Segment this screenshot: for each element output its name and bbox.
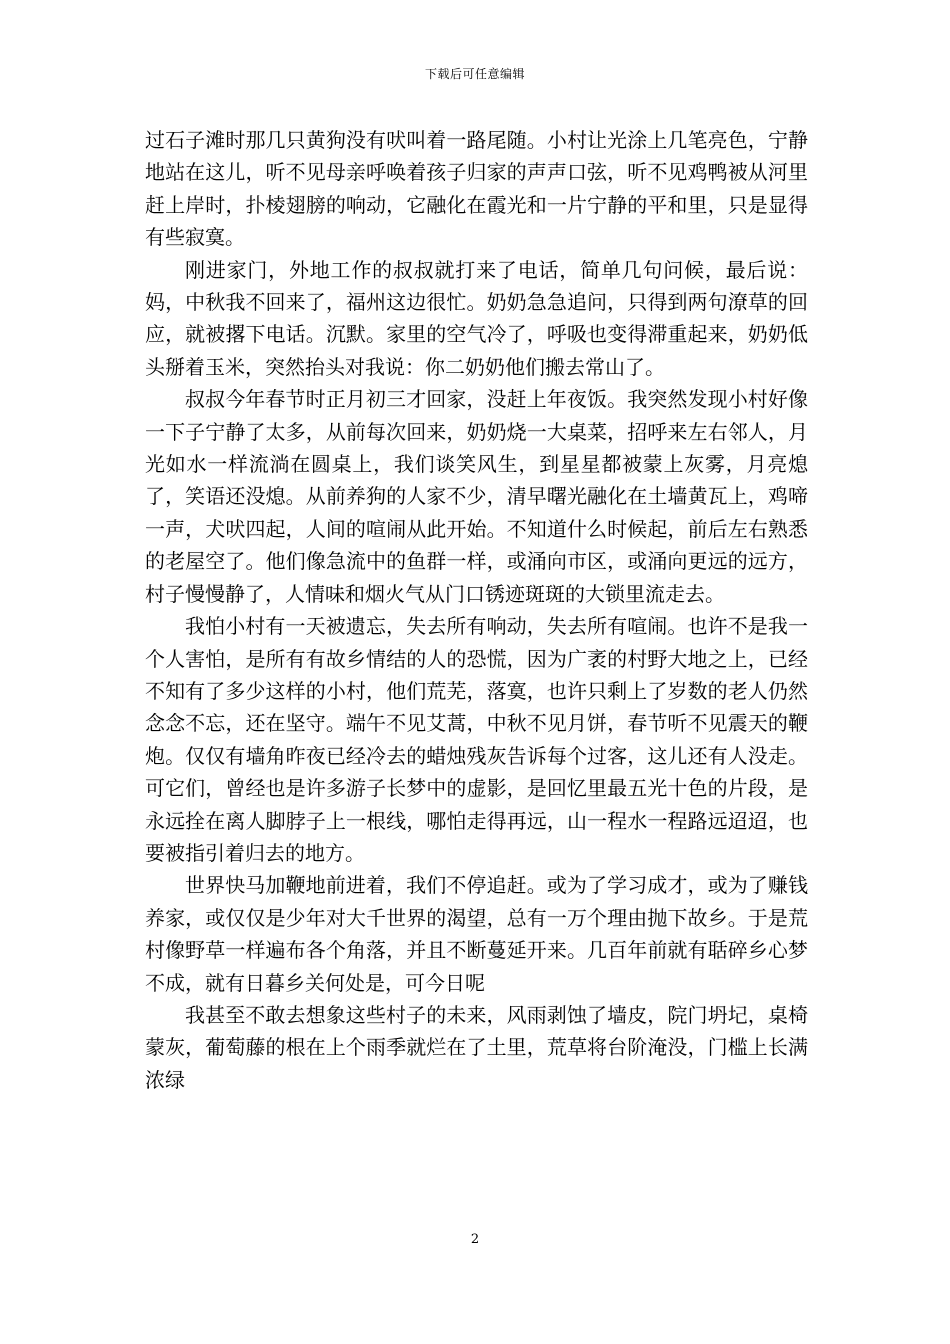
paragraph-6: 我甚至不敢去想象这些村子的未来，风雨剥蚀了墙皮，院门坍圮，桌椅蒙灰，葡萄藤的根在上个雨季就烂在了土里，荒草将台阶淹没，门槛上长满浓绿 bbox=[145, 1002, 808, 1092]
paragraph-2: 刚进家门，外地工作的叔叔就打来了电话，简单几句问候，最后说：妈，中秋我不回来了，福州这边很忙。奶奶急急追问，只得到两句潦草的回应，就被撂下电话。沉默。家里的空气冷了，呼吸也变得滞重起来，奶奶低头掰着玉米，突然抬头对我说：你二奶奶他们搬去常山了。 bbox=[145, 257, 808, 379]
paragraph-4: 我怕小村有一天被遗忘，失去所有响动，失去所有喧闹。也许不是我一个人害怕，是所有有故乡情结的人的恐慌，因为广袤的村野大地之上，已经不知有了多少这样的小村，他们荒芜，落寞，也许只剩上了岁数的老人仍然念念不忘，还在坚守。端午不见艾蒿，中秋不见月饼，春节听不见震天的鞭炮。仅仅有墙角昨夜已经冷去的蜡烛残灰告诉每个过客，这儿还有人没走。可它们，曾经也是许多游子长梦中的虚影，是回忆里最五光十色的片段，是永远拴在离人脚脖子上一根线，哪怕走得再远，山一程水一程路远迢迢，也要被指引着归去的地方。 bbox=[145, 614, 808, 865]
page-number: 2 bbox=[470, 1232, 480, 1247]
document-body bbox=[145, 124, 808, 1096]
paragraph-3: 叔叔今年春节时正月初三才回家，没赶上年夜饭。我突然发现小村好像一下子宁静了太多，从前每次回来，奶奶烧一大桌菜，招呼来左右邻人，月光如水一样流淌在圆桌上，我们谈笑风生，到星星都被蒙上灰雾，月亮熄了，笑语还没熄。从前养狗的人家不少，清早曙光融化在土墙黄瓦上，鸡啼一声，犬吠四起，人间的喧闹从此开始。不知道什么时候起，前后左右熟悉的老屋空了。他们像急流中的鱼群一样，或涌向市区，或涌向更远的远方，村子慢慢静了，人情味和烟火气从门口锈迹斑斑的大锁里流走去。 bbox=[145, 387, 808, 606]
paragraph-5: 世界快马加鞭地前进着，我们不停追赶。或为了学习成才，或为了赚钱养家，或仅仅是少年对大千世界的渴望，总有一万个理由抛下故乡。于是荒村像野草一样遍布各个角落，并且不断蔓延开来。几百年前就有聒碎乡心梦不成，就有日暮乡关何处是，可今日呢 bbox=[145, 873, 808, 995]
page-header: 下载后可任意编辑 bbox=[424, 67, 525, 81]
paragraph-1: 过石子滩时那几只黄狗没有吠叫着一路尾随。小村让光涂上几笔亮色，宁静地站在这儿，听不见母亲呼唤着孩子归家的声声口弦，听不见鸡鸭被从河里赶上岸时，扑棱翅膀的响动，它融化在霞光和一片宁静的平和里，只是显得有些寂寞。 bbox=[145, 128, 808, 250]
